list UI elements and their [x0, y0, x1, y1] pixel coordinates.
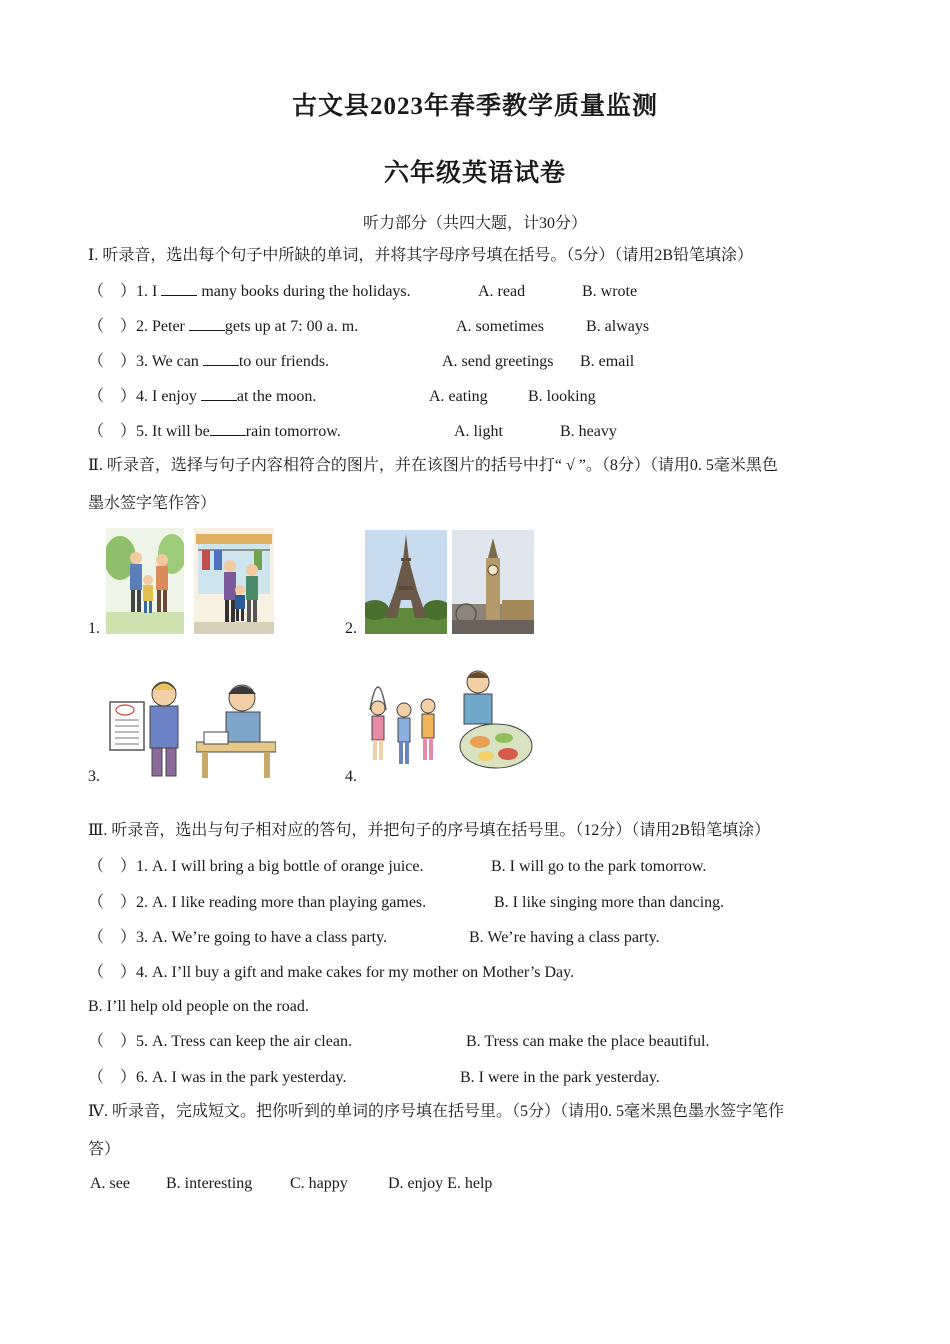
- picture-label-2: 2.: [345, 620, 357, 637]
- big-ben-picture[interactable]: [452, 530, 534, 634]
- option-b: B. I will go to the park tomorrow.: [491, 858, 707, 875]
- answer-paren[interactable]: （ ）: [88, 353, 137, 370]
- boy-with-test-paper-picture[interactable]: [106, 676, 190, 778]
- answer-blank: [189, 318, 225, 331]
- answer-paren[interactable]: （ ）: [88, 283, 137, 300]
- answer-paren[interactable]: （ ）: [88, 318, 137, 335]
- word-option: C. happy: [290, 1175, 348, 1192]
- option-b: B. I’ll help old people on the road.: [88, 998, 309, 1015]
- option-b: B. Tress can make the place beautiful.: [466, 1033, 710, 1050]
- section2-heading: Ⅱ. 听录音，选择与句子内容相符合的图片，并在该图片的括号中打“ √ ”。（8分）（请用0. 5毫米黑色: [88, 457, 778, 474]
- listening-header: 听力部分（共四大题，计30分）: [362, 215, 587, 232]
- option-b: B. wrote: [582, 283, 638, 300]
- word-option: A. see: [90, 1175, 130, 1192]
- option-a[interactable]: （ ）6. A. I was in the park yesterday.: [88, 1069, 347, 1086]
- option-a[interactable]: （ ）5. A. Tress can keep the air clean.: [88, 1033, 352, 1050]
- section4-heading: Ⅳ. 听录音，完成短文。把你听到的单词的序号填在括号里。（5分）（请用0. 5毫米黑色墨水签字笔作: [88, 1103, 784, 1120]
- picture-label-4: 4.: [345, 768, 357, 785]
- option-a: A. send greetings: [442, 353, 554, 370]
- option-a[interactable]: （ ）2. A. I like reading more than playing games.: [88, 894, 427, 911]
- option-a[interactable]: （ ）3. A. We’re going to have a class party.: [88, 929, 388, 946]
- question-text: 4. I enjoy at the moon.: [136, 388, 317, 405]
- children-skipping-rope-picture[interactable]: [364, 670, 448, 774]
- answer-blank: [161, 283, 197, 296]
- exam-title: 古文县2023年春季教学质量监测: [291, 93, 658, 120]
- option-a: A. read: [478, 283, 526, 300]
- option-b: B. I like singing more than dancing.: [494, 894, 725, 911]
- picture-label-1: 1.: [88, 620, 100, 637]
- option-a: A. sometimes: [456, 318, 544, 335]
- option-b: B. always: [586, 318, 650, 335]
- family-walking-picture[interactable]: [106, 528, 184, 634]
- question-text: 5. It will be rain tomorrow.: [136, 423, 341, 440]
- option-b: B. looking: [528, 388, 596, 405]
- option-b: B. We’re having a class party.: [469, 929, 660, 946]
- answer-paren[interactable]: （ ）: [88, 388, 137, 405]
- question-text: 2. Peter gets up at 7: 00 a. m.: [136, 318, 359, 335]
- word-option: D. enjoy E. help: [388, 1175, 493, 1192]
- option-a[interactable]: （ ）4. A. I’ll buy a gift and make cakes for my mother on Mother’s Day.: [88, 964, 575, 981]
- answer-blank: [203, 353, 239, 366]
- word-option: B. interesting: [166, 1175, 253, 1192]
- family-shopping-picture[interactable]: [194, 528, 274, 634]
- answer-blank: [201, 388, 237, 401]
- option-b: B. I were in the park yesterday.: [460, 1069, 660, 1086]
- boy-worried-at-desk-picture[interactable]: [196, 676, 276, 778]
- exam-subtitle: 六年级英语试卷: [383, 160, 566, 187]
- section4-heading-cont: 答）: [88, 1141, 121, 1158]
- picture-label-3: 3.: [88, 768, 100, 785]
- option-b: B. heavy: [560, 423, 617, 440]
- question-text: 3. We can to our friends.: [136, 353, 330, 370]
- answer-blank: [210, 423, 246, 436]
- eiffel-tower-picture[interactable]: [365, 530, 447, 634]
- section2-heading-cont: 墨水签字笔作答）: [88, 495, 217, 512]
- option-b: B. email: [580, 353, 635, 370]
- option-a[interactable]: （ ）1. A. I will bring a big bottle of orange juice.: [88, 858, 424, 875]
- man-eating-food-picture[interactable]: [450, 666, 534, 774]
- answer-paren[interactable]: （ ）: [88, 423, 137, 440]
- section1-heading: Ⅰ. 听录音，选出每个句子中所缺的单词，并将其字母序号填在括号。（5分）（请用2B铅笔填涂）: [88, 247, 753, 264]
- question-text: 1. I many books during the holidays.: [136, 283, 411, 300]
- option-a: A. light: [454, 423, 503, 440]
- option-a: A. eating: [429, 388, 488, 405]
- section3-heading: Ⅲ. 听录音，选出与句子相对应的答句，并把句子的序号填在括号里。（12分）（请用2B铅笔填涂）: [88, 822, 771, 839]
